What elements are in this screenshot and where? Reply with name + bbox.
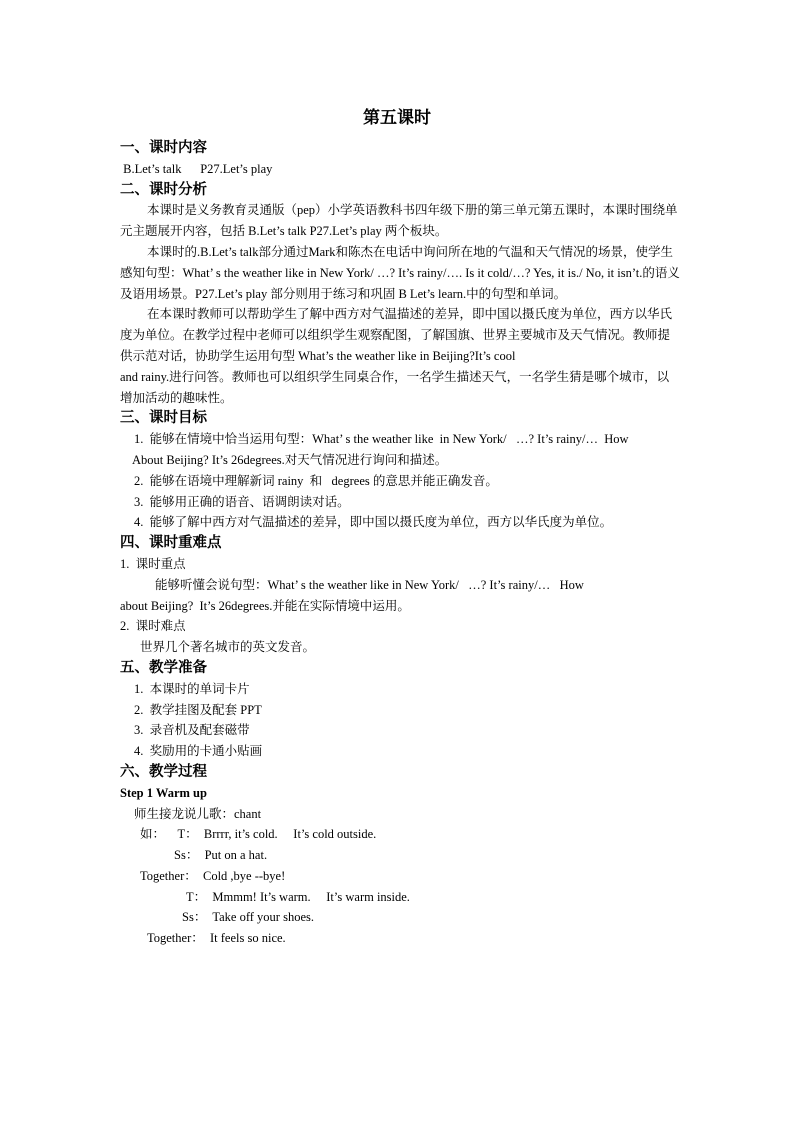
analysis-paragraph-2: 本课时的.B.Let’s talk部分通过Mark和陈杰在电话中询问所在地的气温和天气情况的场景，使学生感知句型：What’ s the weather like in New York/ …? It’s rainy/…. Is it cold/…? Yes, it is./ No, it isn’t.的语义及语用场景。P27.Let’s play 部分则用于练习和巩固 B Let’s learn.中的句型和单词。	[120, 244, 680, 301]
chant-speaker-label: Together：	[140, 868, 197, 883]
analysis-paragraph-3-continued: and rainy.进行问答。教师也可以组织学生同桌合作，一名学生描述天气，一名学生猜是哪个城市，以增加活动的趣味性。	[120, 369, 670, 405]
chant-speaker-label: Ss：	[174, 848, 199, 863]
chant-line	[120, 845, 680, 866]
key-point-text-continued: about Beijing? It’s 26degrees.并能在实际情境中运用。	[120, 598, 410, 613]
objective-item-2: 2. 能够在语境中理解新词 rainy 和 degrees 的意思并能正确发音。	[134, 473, 498, 488]
key-point-label: 1. 课时重点	[120, 556, 186, 571]
difficulty-text: 世界几个著名城市的英文发音。	[140, 640, 316, 655]
chant-speaker-label: T：	[186, 889, 207, 904]
chant-speaker-label: 如： T：	[140, 827, 198, 842]
section-heading-content: 一、课时内容	[120, 140, 207, 156]
step-title: Step 1 Warm up	[120, 785, 207, 800]
chant-line	[120, 928, 680, 949]
chant-line	[120, 887, 680, 908]
chant-text: Take off your shoes.	[206, 910, 315, 925]
difficulty-label: 2. 课时难点	[120, 619, 186, 634]
chant-speaker-label: Together：	[147, 931, 204, 946]
step-intro: 师生接龙说儿歌：chant	[134, 806, 262, 821]
preparation-item-3: 3. 录音机及配套磁带	[134, 723, 250, 738]
section-heading-key-points: 四、课时重难点	[120, 535, 222, 552]
objective-item-4: 4. 能够了解中西方对气温描述的差异，即中国以摄氏度为单位，西方以华氏度为单位。	[134, 515, 613, 530]
chant-text: Cold ,bye --bye!	[196, 868, 286, 883]
chant-line	[120, 907, 680, 928]
section-heading-process: 六、教学过程	[120, 763, 207, 780]
document-body	[120, 138, 680, 949]
objective-item-3: 3. 能够用正确的语音、语调朗读对话。	[134, 494, 350, 509]
chant-text: Put on a hat.	[198, 848, 268, 863]
chant-speaker-label: Ss：	[182, 910, 207, 925]
analysis-paragraph-1: 本课时是义务教育灵通版（pep）小学英语教科书四年级下册的第三单元第五课时，本课时围绕单元主题展开内容，包括 B.Let’s talk P27.Let’s play 两个板块。	[120, 203, 678, 239]
page-title: 第五课时	[363, 108, 431, 127]
preparation-item-4: 4. 奖励用的卡通小贴画	[134, 744, 263, 759]
content-line: B.Let’s talk P27.Let’s play	[120, 161, 273, 176]
section-heading-objectives: 三、课时目标	[120, 410, 207, 427]
section-heading-preparation: 五、教学准备	[120, 659, 207, 676]
analysis-paragraph-3: 在本课时教师可以帮助学生了解中西方对气温描述的差异，即中国以摄氏度为单位，西方以华氏度为单位。在教学过程中老师可以组织学生观察配图，了解国旗、世界主要城市及天气情况。教师提供示范对话，协助学生运用句型 What’s the weather like in Beijing?It’s cool	[120, 307, 673, 363]
chant-line	[120, 866, 680, 887]
objective-item-1: 1. 能够在情境中恰当运用句型：What’ s the weather like in New York/ …? It’s rainy/… How	[134, 432, 629, 447]
chant-text: Brrrr, it’s cold. It’s cold outside.	[197, 827, 377, 842]
preparation-item-1: 1. 本课时的单词卡片	[134, 681, 250, 696]
chant-text: Mmmm! It’s warm. It’s warm inside.	[206, 889, 410, 904]
section-heading-analysis: 二、课时分析	[120, 181, 207, 198]
objective-item-1-continued: About Beijing? It’s 26degrees.对天气情况进行询问和描述。	[132, 452, 448, 467]
chant-line	[120, 824, 680, 845]
preparation-item-2: 2. 教学挂图及配套 PPT	[134, 702, 262, 717]
chant-text: It feels so nice.	[203, 931, 286, 946]
key-point-text: 能够听懂会说句型：What’ s the weather like in New York/ …? It’s rainy/… How	[155, 577, 584, 592]
